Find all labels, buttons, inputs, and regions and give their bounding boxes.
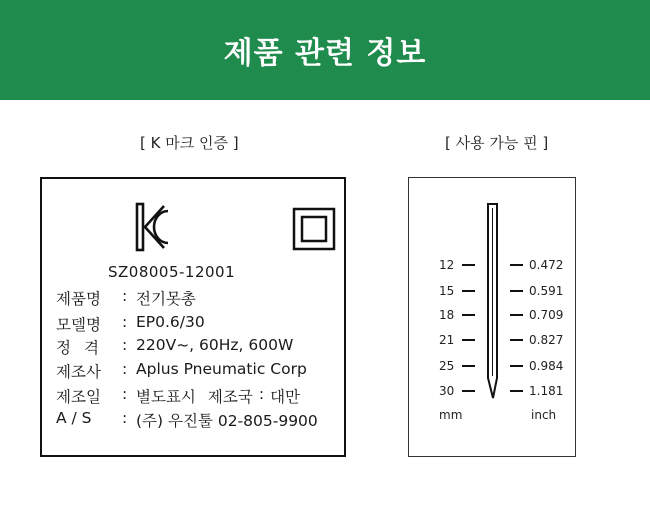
spec-separator: : — [122, 409, 128, 427]
pin-section-title: [ 사용 가능 핀 ] — [445, 134, 549, 152]
banner-title: 제품 관련 정보 — [223, 36, 427, 71]
inch-label: 0.709 — [529, 308, 564, 322]
mm-label: 18 — [439, 308, 455, 322]
product-label — [40, 177, 346, 457]
pin-size-chart — [408, 177, 576, 457]
spec-value: EP0.6/30 — [136, 313, 205, 331]
spec-value: 220V~, 60Hz, 600W — [136, 336, 294, 354]
mm-label: 15 — [439, 284, 455, 298]
spec-key: A / S — [56, 409, 92, 427]
mm-label: 30 — [439, 384, 455, 398]
spec-value: Aplus Pneumatic Corp — [136, 360, 307, 378]
spec-separator: : — [122, 360, 128, 378]
spec-key: 제조사 — [56, 363, 101, 381]
spec-key: 제품명 — [56, 290, 101, 308]
mm-label: 12 — [439, 258, 455, 272]
certification-number: SZ08005-12001 — [108, 263, 236, 281]
mm-label: 25 — [439, 359, 455, 373]
kc-mark-icon — [134, 201, 174, 253]
spec-row-manufacturer — [56, 360, 307, 382]
spec-value: 전기못총 — [136, 290, 196, 308]
spec-value-country: 대만 — [270, 388, 301, 406]
spec-row-rating — [56, 336, 293, 358]
inch-label: 0.472 — [529, 258, 564, 272]
spec-separator: : — [122, 313, 128, 331]
inch-label: 1.181 — [529, 384, 564, 398]
spec-row-manufacture-date — [56, 385, 300, 407]
inch-label: 0.591 — [529, 284, 564, 298]
header-banner — [0, 0, 650, 100]
spec-row-product-name — [56, 287, 196, 309]
inch-label: 0.984 — [529, 359, 564, 373]
spec-separator: : — [122, 287, 128, 305]
spec-separator: : — [122, 385, 128, 403]
spec-row-model — [56, 313, 205, 335]
spec-value: 별도표시 — [136, 388, 196, 406]
inch-label: 0.827 — [529, 333, 564, 347]
spec-key-country: 제조국 — [207, 388, 253, 406]
spec-row-after-service — [56, 409, 318, 431]
double-insulation-icon — [292, 207, 336, 251]
mm-unit-label: mm — [439, 408, 463, 422]
kmark-section-title: [ K 마크 인증 ] — [140, 134, 239, 152]
spec-key: 제조일 — [56, 388, 101, 406]
spec-key: 정격 — [56, 339, 112, 357]
mm-label: 21 — [439, 333, 455, 347]
spec-key: 모델명 — [56, 316, 101, 334]
spec-value: (주) 우진툴 02-805-9900 — [136, 412, 318, 430]
spec-separator: : — [122, 336, 128, 354]
spec-separator: : — [258, 385, 265, 403]
inch-unit-label: inch — [531, 408, 557, 422]
